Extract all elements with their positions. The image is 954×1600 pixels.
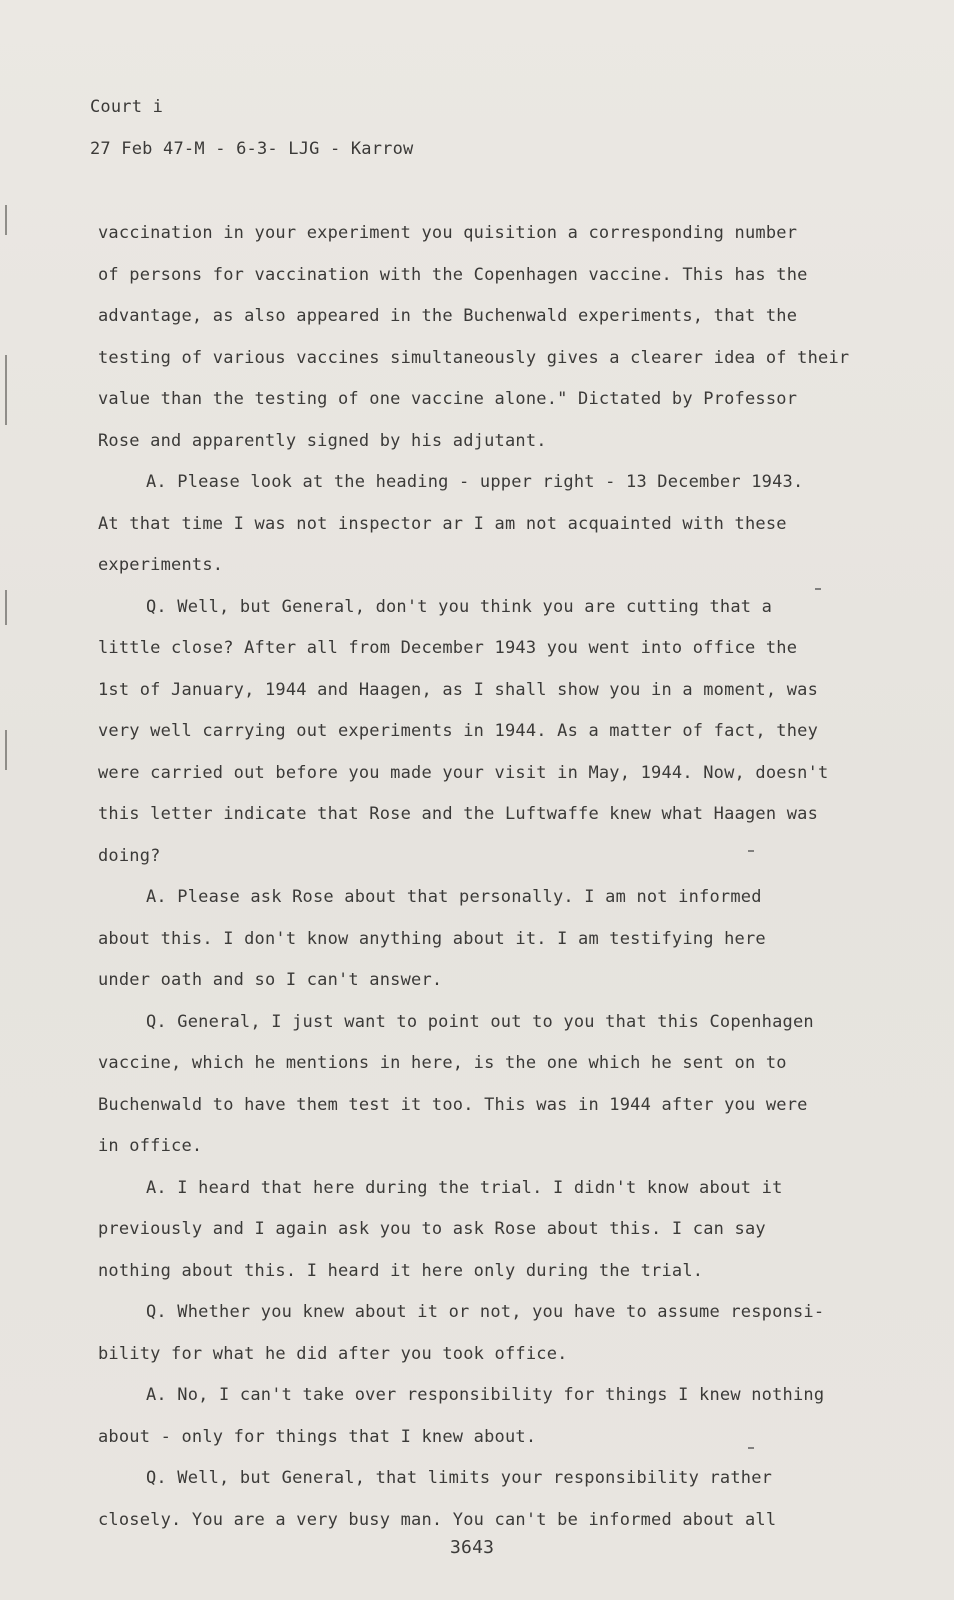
- text-line: in office.: [98, 1136, 203, 1156]
- text-line: little close? After all from December 1943 you went into office the: [98, 638, 798, 658]
- left-edge-mark: [5, 355, 7, 425]
- text-line: under oath and so I can't answer.: [98, 970, 443, 990]
- ink-speck: [748, 850, 754, 852]
- question-line: Q. Whether you knew about it or not, you have to assume responsi-: [146, 1302, 825, 1322]
- text-line: experiments.: [98, 555, 224, 575]
- text-line: vaccine, which he mentions in here, is the one which he sent on to: [98, 1053, 787, 1073]
- text-line: vaccination in your experiment you quisition a corresponding number: [98, 223, 798, 243]
- text-line: previously and I again ask you to ask Rose about this. I can say: [98, 1219, 766, 1239]
- text-line: value than the testing of one vaccine alone." Dictated by Professor: [98, 389, 798, 409]
- text-line: about this. I don't know anything about it. I am testifying here: [98, 928, 766, 949]
- text-line: 1st of January, 1944 and Haagen, as I shall show you in a moment, was: [98, 679, 819, 700]
- text-line: At that time I was not inspector ar I am not acquainted with these: [98, 513, 787, 534]
- question-line: Q. Well, but General, that limits your responsibility rather: [146, 1468, 773, 1488]
- text-line: very well carrying out experiments in 1944. As a matter of fact, they: [98, 721, 819, 741]
- transcript-body: [98, 213, 848, 1541]
- answer-line: A. Please look at the heading - upper right - 13 December 1943.: [146, 472, 804, 492]
- text-line: this letter indicate that Rose and the Luftwaffe knew what Haagen was: [98, 804, 819, 824]
- text-line: advantage, as also appeared in the Buchenwald experiments, that the: [98, 306, 798, 326]
- ink-speck: [748, 1447, 754, 1449]
- session-line: 27 Feb 47-M - 6-3- LJG - Karrow: [90, 139, 414, 159]
- question-line: Q. Well, but General, don't you think you are cutting that a: [146, 596, 773, 617]
- court-label: Court i: [90, 97, 164, 117]
- text-line: nothing about this. I heard it here only during the trial.: [98, 1260, 704, 1281]
- text-line: were carried out before you made your visit in May, 1944. Now, doesn't: [98, 762, 829, 783]
- ink-speck: [815, 588, 821, 590]
- answer-line: A. I heard that here during the trial. I didn't know about it: [146, 1177, 783, 1198]
- text-line: of persons for vaccination with the Copenhagen vaccine. This has the: [98, 264, 808, 285]
- text-line: Buchenwald to have them test it too. This was in 1944 after you were: [98, 1094, 808, 1115]
- left-edge-mark: [5, 730, 7, 770]
- text-line: closely. You are a very busy man. You can't be informed about all: [98, 1509, 777, 1530]
- left-edge-mark: [5, 205, 7, 235]
- text-line: about - only for things that I knew about.: [98, 1426, 537, 1447]
- answer-line: A. No, I can't take over responsibility for things I knew nothing: [146, 1385, 825, 1405]
- text-line: testing of various vaccines simultaneously gives a clearer idea of their: [98, 347, 850, 368]
- left-edge-mark: [5, 590, 7, 625]
- text-line: bility for what he did after you took office.: [98, 1343, 568, 1364]
- text-line: doing?: [98, 845, 161, 866]
- page-number: 3643: [450, 1537, 495, 1558]
- answer-line: A. Please ask Rose about that personally. I am not informed: [146, 887, 762, 907]
- text-line: Rose and apparently signed by his adjutant.: [98, 430, 547, 451]
- question-line: Q. General, I just want to point out to you that this Copenhagen: [146, 1011, 814, 1032]
